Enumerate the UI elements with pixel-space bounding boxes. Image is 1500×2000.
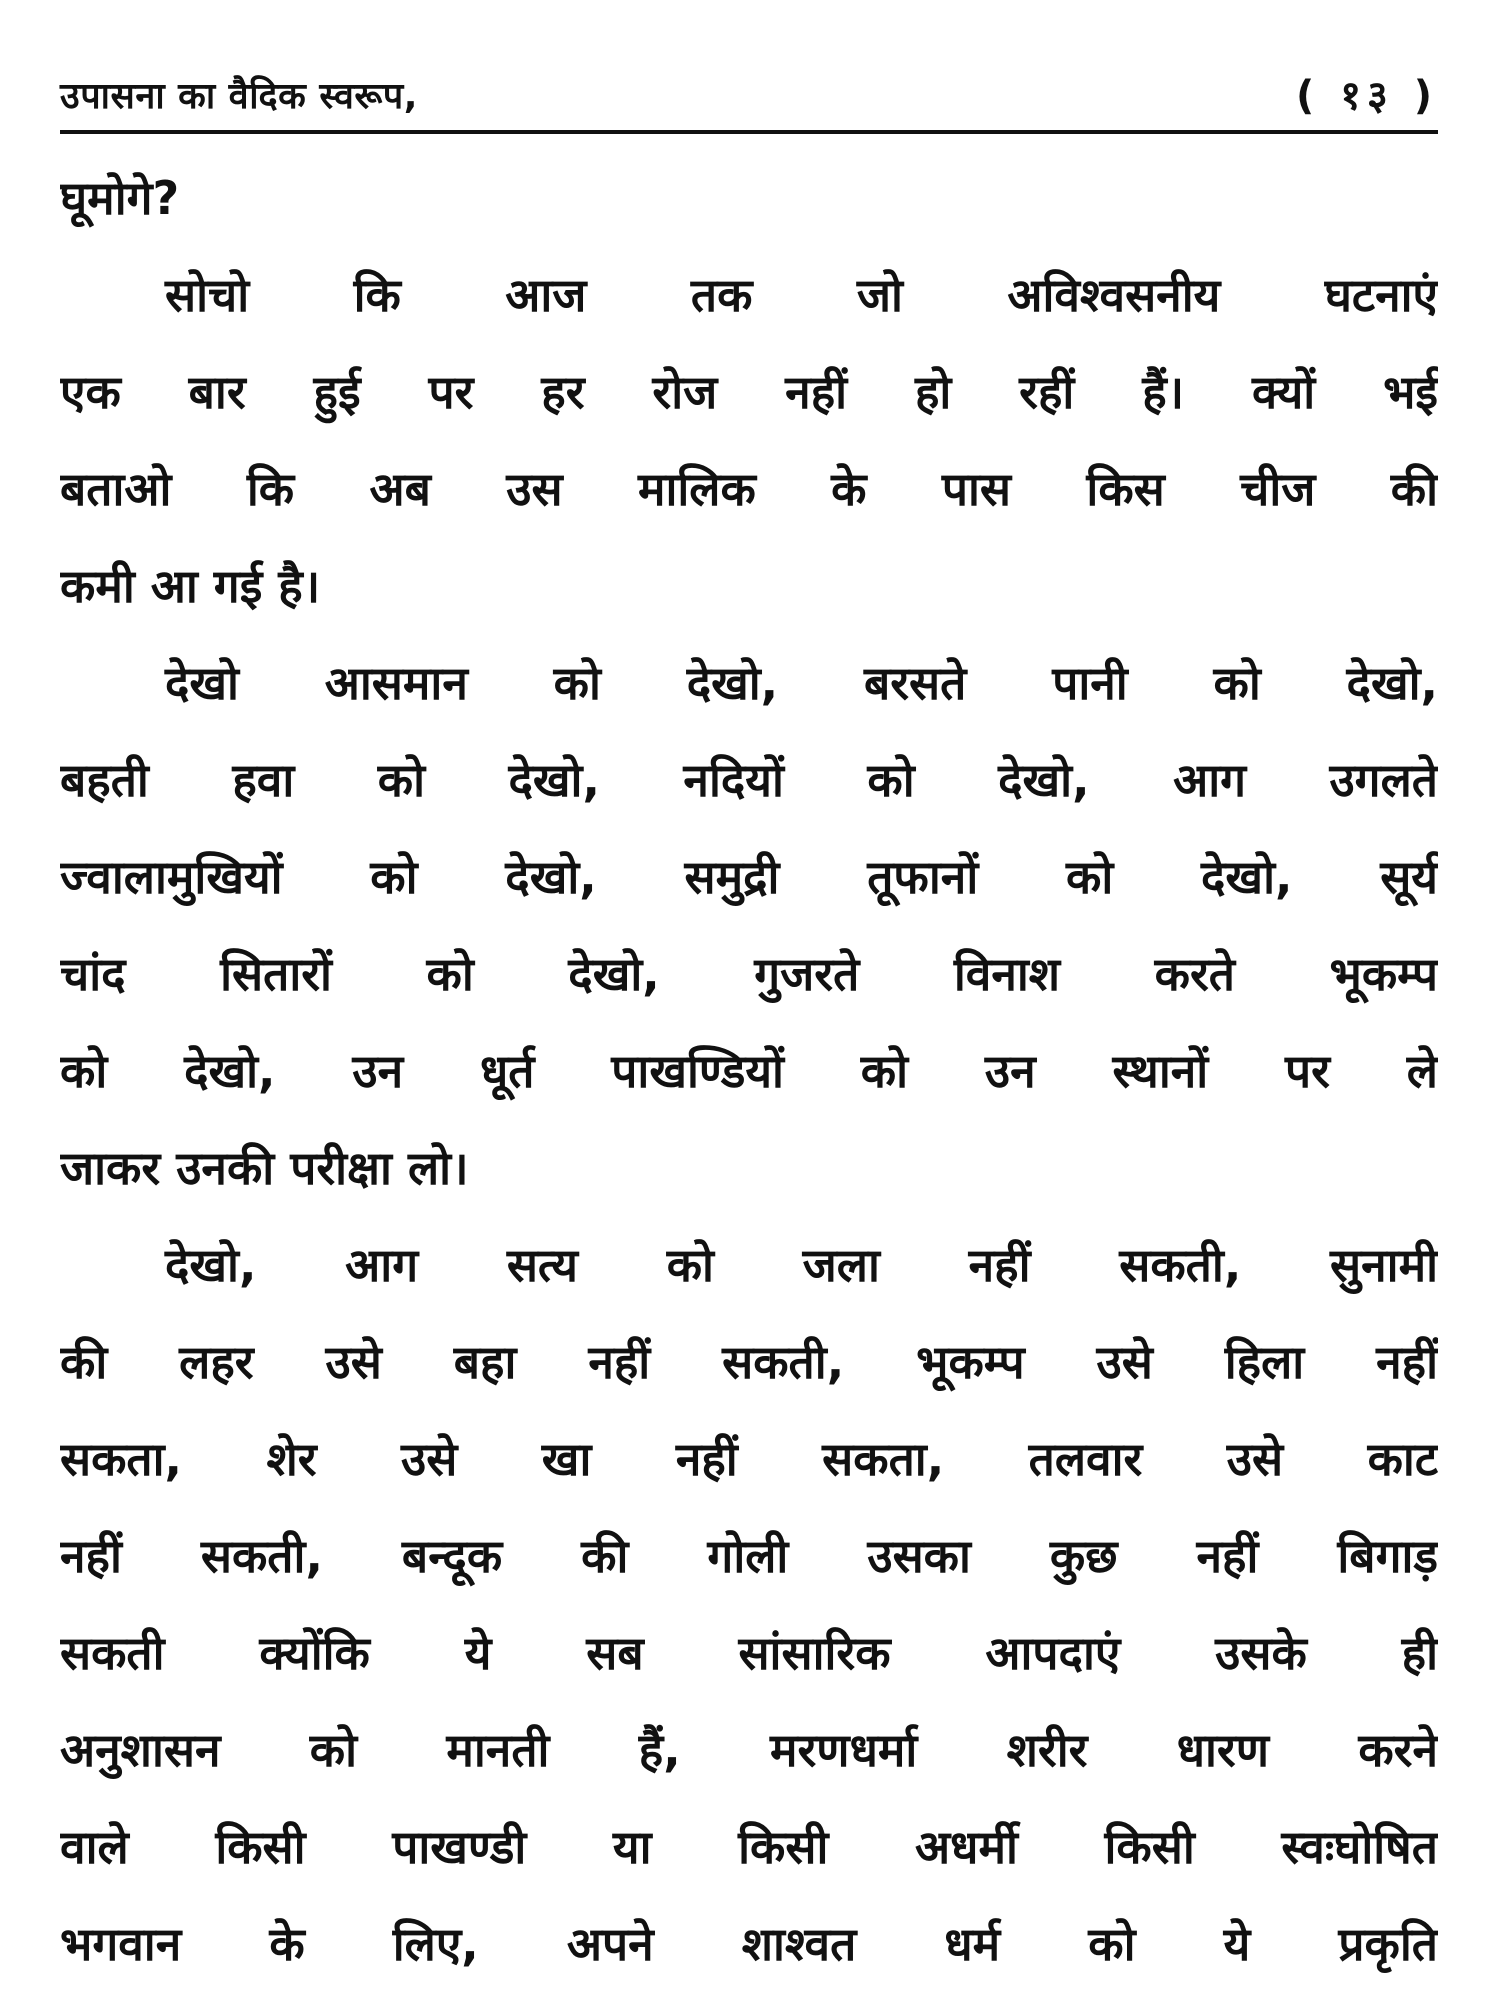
text-line: नहीं सकती, बन्दूक की गोली उसका कुछ नहीं बिगाड़ [60, 1529, 1438, 1583]
running-title: उपासना का वैदिक स्वरूप, [60, 76, 418, 117]
page-header [60, 62, 1438, 122]
text-line: ज्वालामुखियों को देखो, समुद्री तूफानों को देखो, सूर्य [60, 850, 1438, 904]
text-line: कमी आ गई है। [60, 559, 321, 613]
text-line: बहती हवा को देखो, नदियों को देखो, आग उगलते [60, 753, 1438, 807]
text-line: वाले किसी पाखण्डी या किसी अधर्मी किसी स्वःघोषित [60, 1820, 1438, 1874]
body-text [60, 150, 1438, 1993]
text-line: की लहर उसे बहा नहीं सकती, भूकम्प उसे हिला नहीं [60, 1335, 1438, 1389]
text-line: सकती क्योंकि ये सब सांसारिक आपदाएं उसके ही [60, 1626, 1438, 1680]
text-line: देखो आसमान को देखो, बरसते पानी को देखो, [165, 656, 1438, 710]
text-line: घूमोगे? [60, 171, 180, 225]
text-line: बताओ कि अब उस मालिक के पास किस चीज की [60, 462, 1438, 516]
header-rule [60, 130, 1438, 134]
text-line: भगवान के लिए, अपने शाश्वत धर्म को ये प्रकृति [60, 1917, 1438, 1971]
text-line: देखो, आग सत्य को जला नहीं सकती, सुनामी [165, 1238, 1438, 1292]
text-line: जाकर उनकी परीक्षा लो। [60, 1141, 469, 1195]
text-line: को देखो, उन धूर्त पाखण्डियों को उन स्थानों पर ले [60, 1044, 1438, 1098]
text-line: चांद सितारों को देखो, गुजरते विनाश करते भूकम्प [60, 947, 1438, 1001]
text-line: एक बार हुई पर हर रोज नहीं हो रहीं हैं। क्यों भई [60, 365, 1438, 419]
text-line: सकता, शेर उसे खा नहीं सकता, तलवार उसे काट [60, 1432, 1438, 1486]
text-line: सोचो कि आज तक जो अविश्वसनीय घटनाएं [165, 268, 1438, 322]
text-line: अनुशासन को मानती हैं, मरणधर्मा शरीर धारण करने [60, 1723, 1438, 1777]
page-number: ( १३ ) [1295, 73, 1438, 119]
